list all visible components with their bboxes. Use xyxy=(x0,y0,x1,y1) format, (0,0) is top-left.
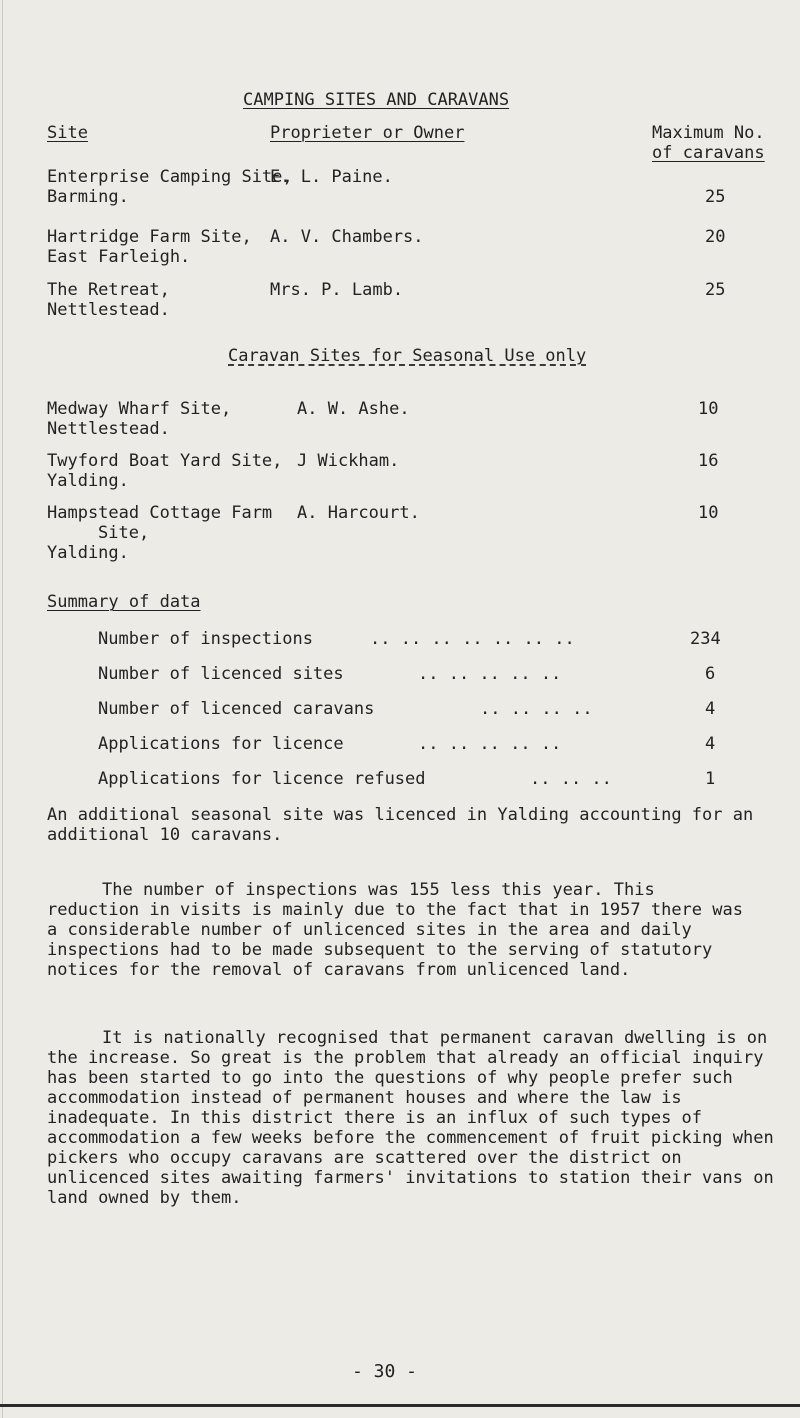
summary-label: Number of inspections xyxy=(98,629,313,649)
site-owner: A. Harcourt. xyxy=(297,503,420,523)
site-name: Hampstead Cottage Farm xyxy=(47,503,273,523)
leader-dots: .. .. .. .. xyxy=(480,699,593,719)
site-owner: J Wickham. xyxy=(297,451,400,471)
page-edge xyxy=(2,0,3,1418)
seasonal-heading: Caravan Sites for Seasonal Use only xyxy=(228,346,587,366)
column-header-max-line2: of caravans xyxy=(652,143,765,163)
page-number: - 30 - xyxy=(352,1361,418,1382)
additional-site-note: An additional seasonal site was licenced in Yalding accounting for an additional 10 caravans. xyxy=(47,805,754,845)
site-max-caravans: 20 xyxy=(705,227,726,247)
site-owner: E. L. Paine. xyxy=(270,167,393,187)
site-name: Twyford Boat Yard Site, xyxy=(47,451,283,471)
summary-heading: Summary of data xyxy=(47,592,201,612)
summary-label: Applications for licence refused xyxy=(98,769,426,789)
site-max-caravans: 10 xyxy=(698,503,719,523)
summary-value: 234 xyxy=(690,629,721,649)
leader-dots: .. .. .. .. .. xyxy=(418,664,562,684)
paragraph-inspections: The number of inspections was 155 less this year. This reduction in visits is mainly due to the fact that in 1957 there was a considerable number of unlicenced sites in the area and daily inspections had to be made subsequent to the serving of statutory notices for the removal of caravans from unlicenced land. xyxy=(47,880,743,980)
site-location: Yalding. xyxy=(47,471,129,491)
summary-label: Applications for licence xyxy=(98,734,344,754)
column-header-proprietor: Proprieter or Owner xyxy=(270,123,465,143)
column-header-site: Site xyxy=(47,123,88,143)
site-location: Yalding. xyxy=(47,543,129,563)
summary-value: 4 xyxy=(705,734,716,754)
site-location: Nettlestead. xyxy=(47,419,170,439)
site-max-caravans: 25 xyxy=(705,280,726,300)
site-name: Medway Wharf Site, xyxy=(47,399,232,419)
site-owner: Mrs. P. Lamb. xyxy=(270,280,404,300)
summary-value: 6 xyxy=(705,664,716,684)
site-name-continued: Site, xyxy=(98,523,150,543)
site-location: Nettlestead. xyxy=(47,300,170,320)
site-max-caravans: 10 xyxy=(698,399,719,419)
site-max-caravans: 16 xyxy=(698,451,719,471)
site-name: Enterprise Camping Site, xyxy=(47,167,293,187)
site-name: Hartridge Farm Site, xyxy=(47,227,252,247)
site-location: East Farleigh. xyxy=(47,247,191,267)
page-title: CAMPING SITES AND CARAVANS xyxy=(243,90,510,110)
summary-label: Number of licenced sites xyxy=(98,664,344,684)
leader-dots: .. .. .. .. .. xyxy=(418,734,562,754)
site-owner: A. W. Ashe. xyxy=(297,399,410,419)
column-header-max-line1: Maximum No. xyxy=(652,123,765,143)
leader-dots: .. .. .. .. .. .. .. xyxy=(370,629,575,649)
summary-label: Number of licenced caravans xyxy=(98,699,375,719)
summary-value: 4 xyxy=(705,699,716,719)
leader-dots: .. .. .. xyxy=(530,769,612,789)
paragraph-caravan-dwelling: It is nationally recognised that permanent caravan dwelling is on the increase. So great is the problem that already an official inquiry has been started to go into the questions of why people prefer such accommodation instead of permanent houses and where the law is inadequate. In this district there is an influx of such types of accommodation a few weeks before the commencement of fruit picking when pickers who occupy caravans are scattered over the district on unlicenced sites awaiting farmers' invitations to station their vans on land owned by them. xyxy=(47,1028,774,1208)
summary-value: 1 xyxy=(705,769,716,789)
site-owner: A. V. Chambers. xyxy=(270,227,424,247)
site-max-caravans: 25 xyxy=(705,187,726,207)
site-location: Barming. xyxy=(47,187,129,207)
bottom-rule xyxy=(0,1404,800,1407)
site-name: The Retreat, xyxy=(47,280,170,300)
